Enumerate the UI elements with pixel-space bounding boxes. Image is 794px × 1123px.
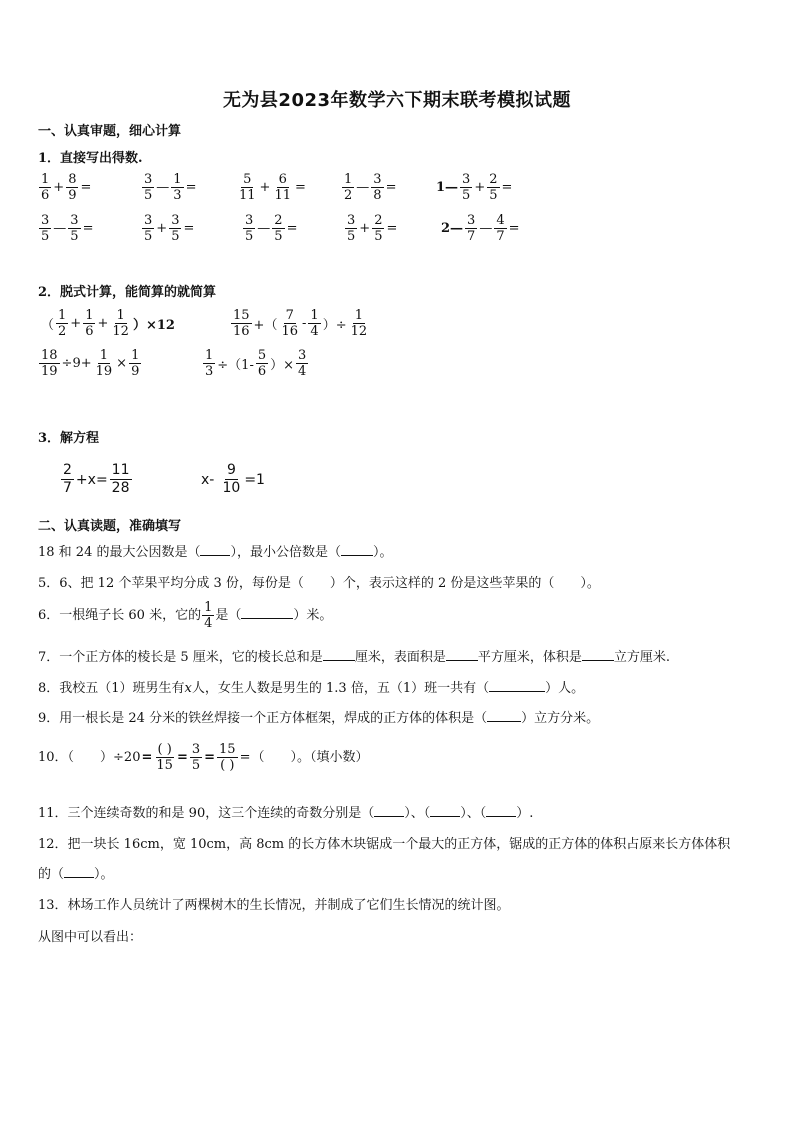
q3-equation-2: x- $\frac{9}{10}$ =1 xyxy=(201,462,265,496)
question-12-line-2: 的（ ）。 xyxy=(38,867,114,882)
q2-expr-4: $\frac{1}{3}$ ÷（1- $\frac{5}{6}$ ）× $\frac{3}{4}$ xyxy=(205,348,307,379)
q1-r2-e4: $\frac{3}{5}$ + $\frac{2}{5}$ = xyxy=(347,213,398,244)
question-7: 7．一个正方体的棱长是 5 厘米，它的棱长总和是 厘米，表面积是 平方厘米，体积是 立方厘米. xyxy=(38,650,670,665)
fraction: $\frac{9}{10}$ xyxy=(222,462,241,496)
fraction: $\frac{5}{6}$ xyxy=(257,348,267,379)
q1-label: 1．直接写出得数. xyxy=(38,151,143,166)
q1-r1-e4: $\frac{1}{2}$ — $\frac{3}{8}$ = xyxy=(344,172,397,203)
fraction: $\frac{3}{5}$ xyxy=(245,213,254,244)
answer-blank[interactable] xyxy=(374,816,404,817)
answer-blank[interactable] xyxy=(341,555,373,556)
question-9: 9．用一根长是 24 分米的铁丝焊接一个正方体框架，焊成的正方体的体积是（ ）立方分米。 xyxy=(38,711,600,726)
fraction: $\frac{2}{7}$ xyxy=(63,462,72,496)
fraction: $\frac{3}{8}$ xyxy=(373,172,382,203)
fraction: $\frac{6}{11}$ xyxy=(274,172,291,203)
q1-r2-e1: $\frac{3}{5}$ — $\frac{3}{5}$ = xyxy=(41,213,94,244)
fraction: $\frac{2}{5}$ xyxy=(489,172,498,203)
q3-label: 3．解方程 xyxy=(38,431,100,446)
page-title: 无为县2023年数学六下期末联考模拟试题 xyxy=(222,90,572,111)
answer-blank[interactable] xyxy=(446,660,478,661)
fraction: $\frac{1}{2}$ xyxy=(344,172,353,203)
fraction: $\frac{2}{5}$ xyxy=(374,213,383,244)
fraction: $\frac{4}{7}$ xyxy=(496,213,505,244)
answer-blank[interactable] xyxy=(323,660,355,661)
fraction: $\frac{1}{3}$ xyxy=(173,172,182,203)
q1-r2-e3: $\frac{3}{5}$ — $\frac{2}{5}$ = xyxy=(245,213,298,244)
fraction: $\frac{1}{6}$ xyxy=(41,172,50,203)
fraction: $\frac{11}{28}$ xyxy=(111,462,130,496)
fraction: ( ) 15 xyxy=(156,742,173,773)
q2-expr-1: （ $\frac{1}{2}$ + $\frac{1}{6}$ + $\frac{1}{12}$ ）×12 xyxy=(41,308,175,339)
fraction: $\frac{5}{11}$ xyxy=(239,172,256,203)
fraction: $\frac{1}{3}$ xyxy=(205,348,214,379)
fraction: $\frac{1}{19}$ xyxy=(95,348,113,379)
fraction: $\frac{1}{4}$ xyxy=(310,308,319,339)
fraction: $\frac{3}{7}$ xyxy=(467,213,476,244)
question-13-prompt: 从图中可以看出： xyxy=(38,930,143,945)
fraction: $\frac{3}{5}$ xyxy=(144,213,153,244)
fraction: $\frac{18}{19}$ xyxy=(41,348,58,379)
answer-blank[interactable] xyxy=(200,555,230,556)
answer-blank[interactable] xyxy=(430,816,460,817)
fraction: $\frac{3}{5}$ xyxy=(462,172,471,203)
answer-blank[interactable] xyxy=(64,877,94,878)
fraction: $\frac{3}{5}$ xyxy=(41,213,50,244)
q1-r2-e5: 2— $\frac{3}{7}$ — $\frac{4}{7}$ = xyxy=(441,213,520,244)
q2-expr-3: $\frac{18}{19}$ ÷9+ $\frac{1}{19}$ × $\frac{1}{9}$ xyxy=(41,348,140,379)
fraction: $\frac{7}{16}$ xyxy=(281,308,298,339)
fraction: $\frac{3}{4}$ xyxy=(298,348,307,379)
q1-r1-e5: 1— $\frac{3}{5}$ + $\frac{2}{5}$ = xyxy=(436,172,513,203)
question-8: 8．我校五（1）班男生有x人，女生人数是男生的 1.3 倍，五（1）班一共有（ ）人。 xyxy=(38,681,585,696)
fraction: $\frac{3}{5}$ xyxy=(191,742,201,773)
question-10: 10．（ ）÷20= ( ) 15 = $\frac{3}{5}$ = 15 ( ) =（ ）。（填小数） xyxy=(38,742,369,773)
question-13: 13．林场工作人员统计了两棵树木的生长情况，并制成了它们生长情况的统计图。 xyxy=(38,898,510,913)
answer-blank[interactable] xyxy=(241,618,293,619)
fraction: 15 ( ) xyxy=(219,742,236,773)
fraction: $\frac{3}{5}$ xyxy=(347,213,356,244)
section-2-heading: 二、认真读题，准确填写 xyxy=(38,519,182,534)
q1-r1-e1: $\frac{1}{6}$ + $\frac{8}{9}$ = xyxy=(41,172,92,203)
answer-blank[interactable] xyxy=(486,816,516,817)
fraction: $\frac{2}{5}$ xyxy=(274,213,283,244)
fraction: $\frac{8}{9}$ xyxy=(68,172,77,203)
fraction: $\frac{1}{12}$ xyxy=(112,308,129,339)
q2-label: 2．脱式计算，能简算的就简算 xyxy=(38,285,217,300)
fraction: $\frac{3}{5}$ xyxy=(70,213,79,244)
fraction: $\frac{3}{5}$ xyxy=(171,213,180,244)
fraction: $\frac{1}{2}$ xyxy=(58,308,67,339)
fraction: $\frac{1}{4}$ xyxy=(204,600,213,631)
answer-blank[interactable] xyxy=(582,660,614,661)
q1-r1-e3: $\frac{5}{11}$ + $\frac{6}{11}$ = xyxy=(239,172,306,203)
fraction: $\frac{15}{16}$ xyxy=(233,308,250,339)
q2-expr-2: $\frac{15}{16}$ +（ $\frac{7}{16}$ - $\frac{1}{4}$ ）÷ $\frac{1}{12}$ xyxy=(233,308,368,339)
fraction: $\frac{1}{6}$ xyxy=(85,308,94,339)
q3-equation-1: $\frac{2}{7}$ +x= $\frac{11}{28}$ xyxy=(63,462,130,496)
section-1-heading: 一、认真审题，细心计算 xyxy=(38,124,182,139)
answer-blank[interactable] xyxy=(489,691,545,692)
fraction: $\frac{3}{5}$ xyxy=(144,172,153,203)
fraction: $\frac{1}{12}$ xyxy=(350,308,368,339)
question-12-line-1: 12．把一块长 16cm，宽 10cm，高 8cm 的长方体木块锯成一个最大的正方体，锯成的正方体的体积占原来长方体体积 xyxy=(38,837,731,852)
question-5: 5．6、把 12 个苹果平均分成 3 份，每份是（ ）个，表示这样的 2 份是这些苹果的（ ）。 xyxy=(38,576,600,591)
question-11: 11．三个连续奇数的和是 90，这三个连续的奇数分别是（ ）、（ ）、（ ）. xyxy=(38,806,534,821)
q1-r2-e2: $\frac{3}{5}$ + $\frac{3}{5}$ = xyxy=(144,213,195,244)
answer-blank[interactable] xyxy=(487,721,521,722)
fraction: $\frac{1}{9}$ xyxy=(131,348,140,379)
q1-r1-e2: $\frac{3}{5}$ — $\frac{1}{3}$ = xyxy=(144,172,197,203)
question-4: 18 和 24 的最大公因数是（ ），最小公倍数是（ ）。 xyxy=(38,545,393,560)
question-6: 6．一根绳子长 60 米，它的 $\frac{1}{4}$ 是（ ）米。 xyxy=(38,600,333,631)
